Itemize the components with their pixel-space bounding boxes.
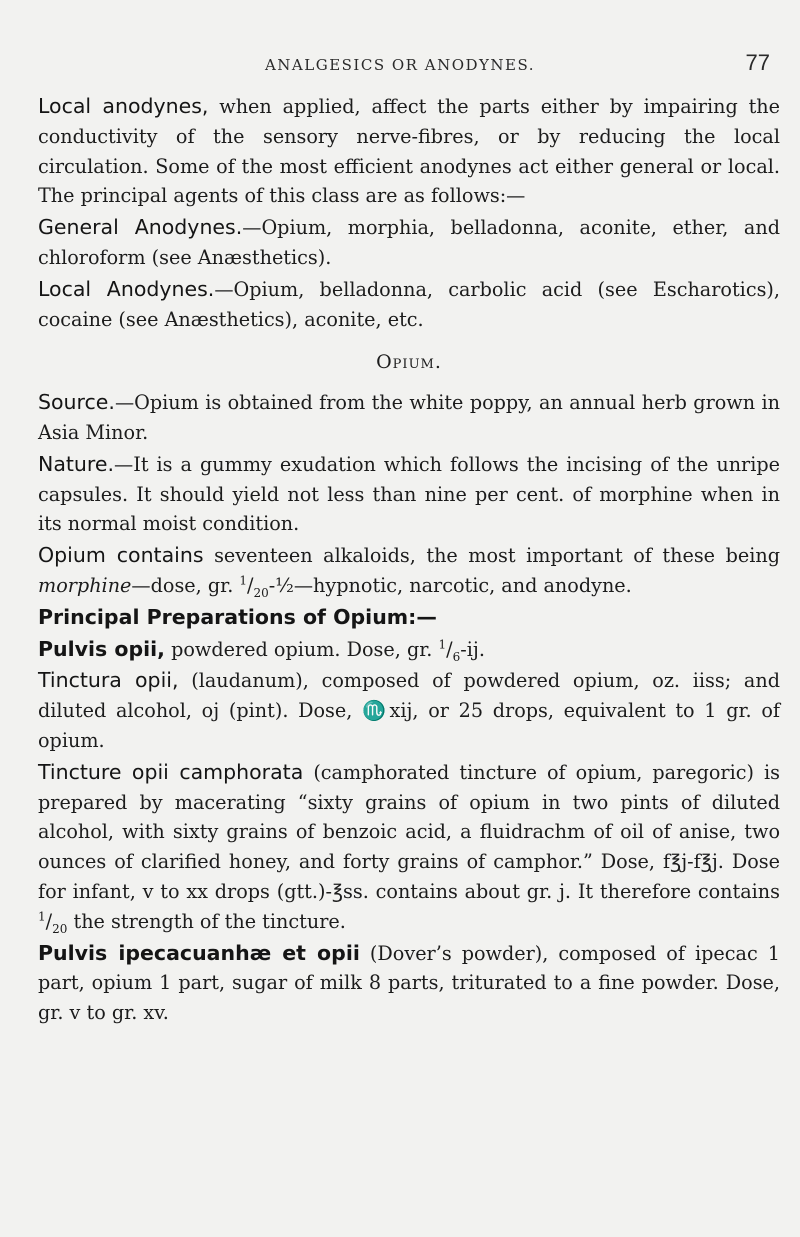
paragraph-local-anodynes-list	[38, 275, 780, 335]
fraction-numerator: 1	[239, 573, 248, 588]
running-head	[0, 50, 800, 78]
paragraph-source	[38, 388, 780, 448]
running-title: ANALGESICS OR ANODYNES.	[264, 56, 536, 74]
paragraph-text: seventeen alkaloids, the most important of these being	[203, 544, 780, 568]
run-in-heading: Opium contains	[38, 543, 204, 568]
paragraph-text: —dose, gr.	[131, 573, 240, 597]
section-title-text: Opium.	[376, 351, 442, 374]
paragraph-text: -ij.	[460, 637, 485, 661]
body-text	[38, 92, 780, 1030]
fraction-denominator: 6	[452, 649, 461, 664]
fraction-denominator: 20	[52, 921, 68, 936]
run-in-heading: Tincture opii camphorata	[38, 759, 304, 784]
paragraph-text: —Opium is obtained from the white poppy, an annual herb grown in Asia Minor.	[38, 391, 780, 444]
paragraph-text: the strength of the tincture.	[67, 909, 346, 933]
paragraph-text: (Dover’s powder), composed of ipecac 1 part, opium 1 part, sugar of milk 8 parts, triturated to a fine powder. Dose, gr. v to gr. xv.	[38, 941, 780, 1025]
paragraph-text: —Opium, morphia, belladonna, aconite, ether, and chloroform (see Anæsthetics).	[38, 216, 780, 269]
run-in-heading: Nature.	[38, 451, 115, 476]
paragraph-text: when applied, affect the parts either by impairing the conductivity of the sensory nerve-fibres, or by reducing the local circulation. Some of the most efficient anodynes act either general or local. The principal agents of this class are as follows:—	[38, 95, 780, 208]
run-in-heading: General Anodynes.	[38, 215, 243, 240]
fraction-denominator: 20	[253, 585, 269, 600]
paragraph-nature	[38, 450, 780, 539]
run-in-heading: Source.	[38, 390, 115, 415]
paragraph-tincture-camphorata: Tincture opii camphorata (camphorated tincture of opium, paregoric) is prepared by macerating “sixty grains of opium in two pints of diluted alcohol, with sixty grains of benzoic acid, a fluidrachm of oil of anise, two ounces of clarified honey, and forty grains of camphor.” Dose, f℥j-f℥j. Dose for infant, v to xx drops (gtt.)-℥ss. contains about gr. j. It therefore contains $^1/_{20}$ the strength of the tincture.	[38, 759, 780, 936]
paragraph-text: (camphorated tincture of opium, paregoric) is prepared by macerating “sixty grains of opium in two pints of diluted alcohol, with sixty grains of benzoic acid, a fluidrachm of oil of anise, two ounces of clarified honey, and forty grains of camphor.” Dose, f℥j-f℥j. Dose for infant, v to xx drops (gtt.)-℥ss. contains about gr. j. It therefore contains	[38, 760, 780, 903]
italic-term: morphine	[38, 573, 132, 597]
run-in-heading: Tinctura opii,	[38, 668, 179, 693]
run-in-heading: Principal Preparations of Opium:—	[38, 604, 437, 629]
fraction-numerator: 1	[38, 909, 46, 924]
paragraph-text: -½—hypnotic, narcotic, and anodyne.	[268, 573, 632, 597]
paragraph-pulvis-opii: Pulvis opii, powdered opium. Dose, gr. $^1/_6-ij$.	[38, 636, 485, 664]
run-in-heading: Local anodynes,	[38, 94, 209, 118]
paragraph-general-anodynes	[38, 213, 780, 273]
paragraph-opium-contains: Opium contains seventeen alkaloids, the most important of these being morphine—dose, gr. $^1/_{20}-\frac{1}{2}—hypnotic$, narcotic, and anodyne.	[38, 543, 780, 600]
paragraph-local-anodynes	[38, 92, 780, 211]
paragraph-tinctura-opii	[38, 666, 780, 755]
run-in-heading: Pulvis ipecacuanhæ et opii	[38, 940, 360, 965]
paragraph-text: —It is a gummy exudation which follows the incising of the unripe capsules. It should yield not less than nine per cent. of morphine when in its normal moist condition.	[38, 452, 780, 536]
paragraph-principal-preparations	[38, 603, 780, 633]
run-in-heading: Pulvis opii,	[38, 636, 165, 661]
paragraph-text: —Opium, belladonna, carbolic acid (see Escharotics), cocaine (see Anæsthetics), aconite, etc.	[38, 277, 780, 331]
paragraph-dovers-powder	[38, 939, 780, 1028]
run-in-heading: Local Anodynes.	[38, 276, 215, 301]
section-title	[38, 348, 780, 378]
paragraph-text: powdered opium. Dose, gr.	[164, 637, 439, 661]
page-number: 77	[745, 50, 770, 75]
fraction-numerator: 1	[438, 637, 447, 652]
paragraph-text: (laudanum), composed of powdered opium, oz. iiss; and diluted alcohol, oj (pint). Dose, ♏xij, or 25 drops, equivalent to 1 gr. of opium.	[38, 669, 780, 752]
